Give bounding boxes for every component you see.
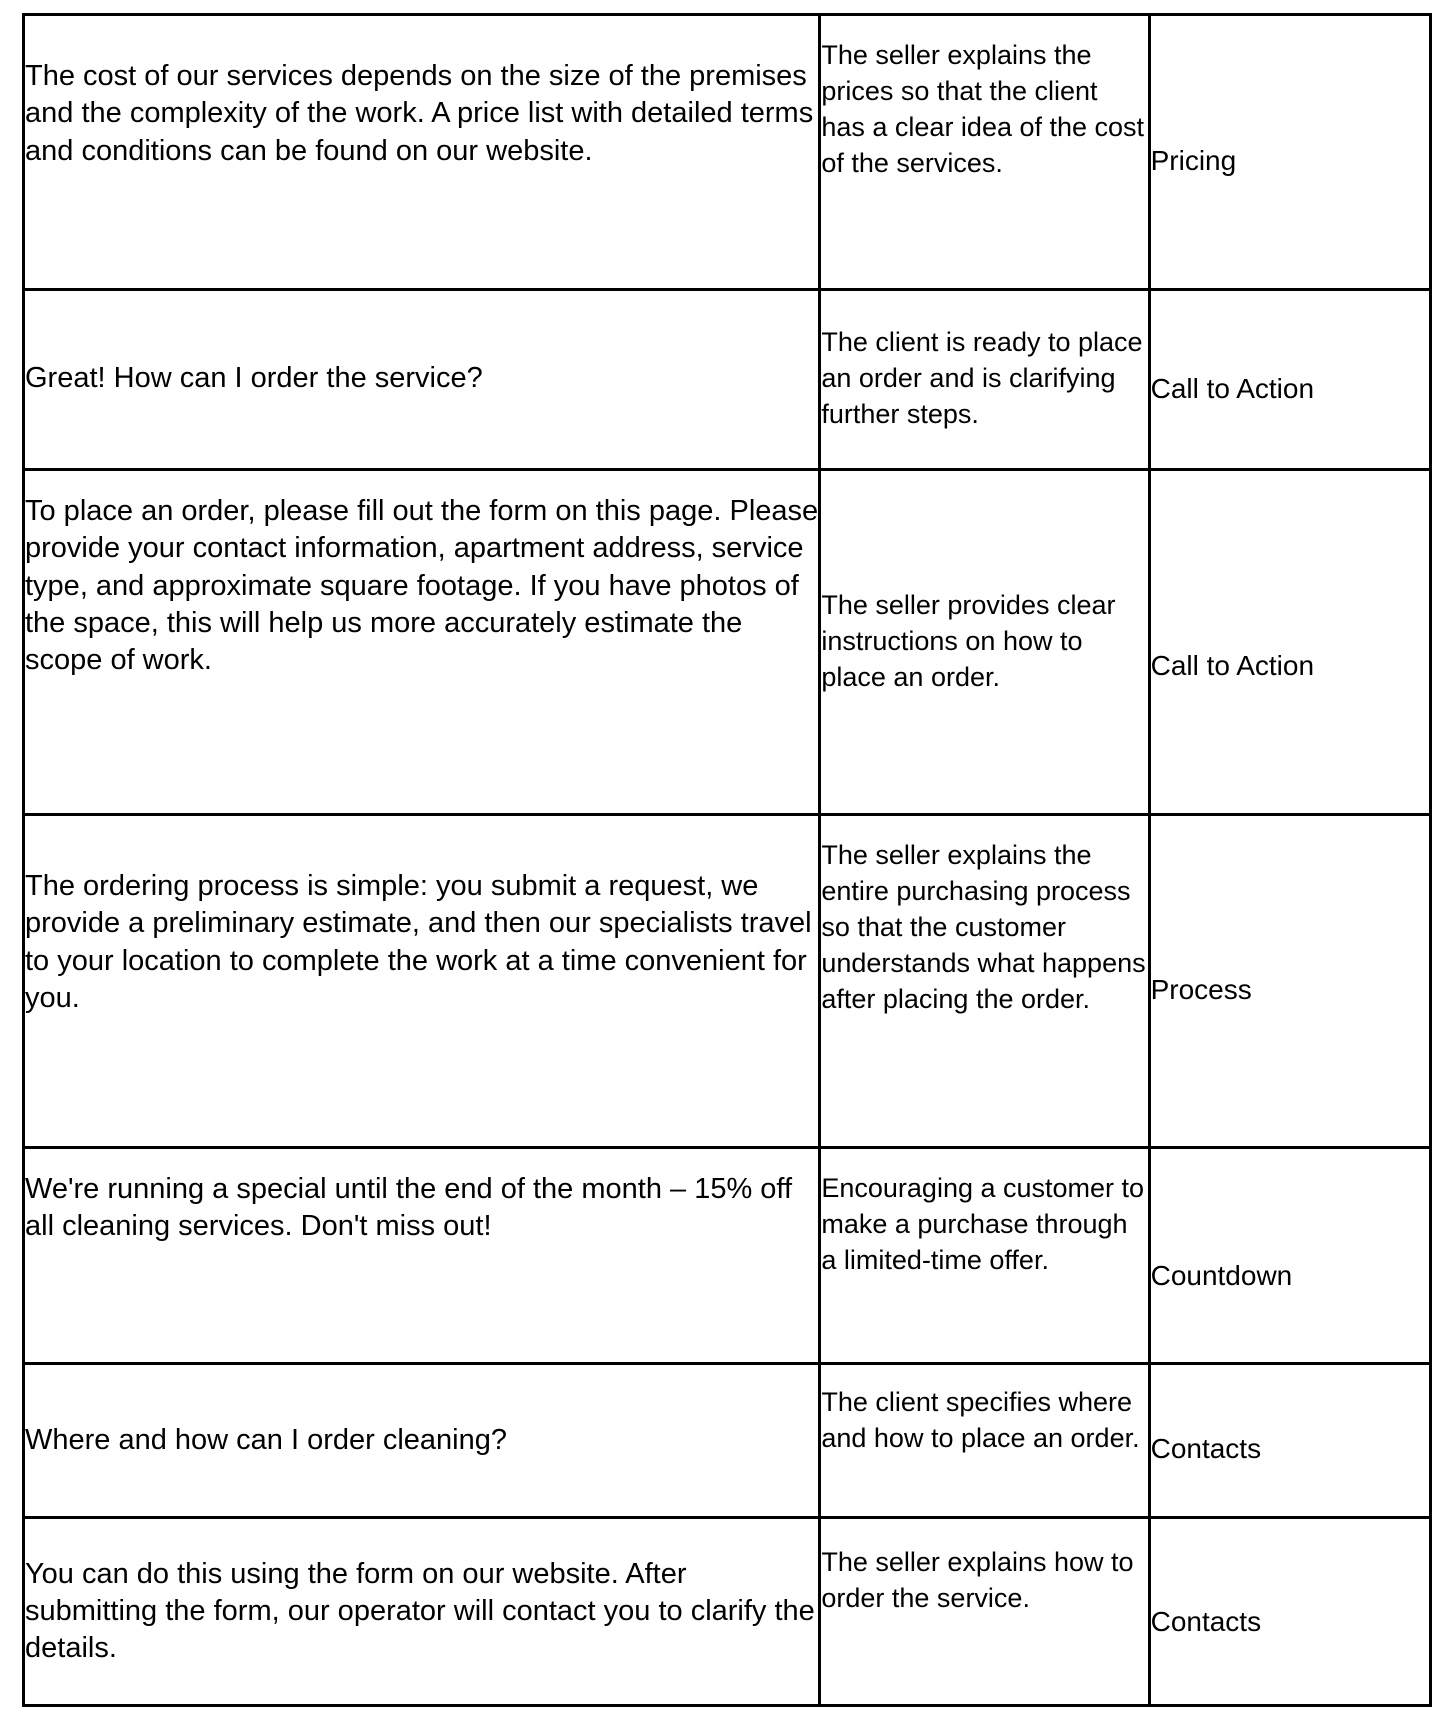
- phrase-text: Great! How can I order the service?: [25, 362, 483, 395]
- table-row: [24, 469, 1431, 814]
- block-label: Contacts: [1150, 1606, 1262, 1638]
- phrase-text: The ordering process is simple: you submit a request, we provide a preliminary estimate, and then our specialists travel to your location to complete the work at a time convenient for you.: [25, 869, 820, 1015]
- block-label: Process: [1150, 974, 1252, 1006]
- purpose-text: The seller explains how to order the service.: [821, 1547, 1142, 1614]
- cell-phrase: [24, 1148, 820, 1364]
- phrase-text: To place an order, please fill out the form on this page. Please provide your contact information, apartment address, service type, and approximate square footage. If you have photos of the space, this will help us more accurately estimate the scope of work.: [25, 494, 827, 677]
- cell-block: [1149, 469, 1430, 814]
- block-label: Call to Action: [1150, 372, 1315, 404]
- phrase-text: The cost of our services depends on the size of the premises and the complexity of the work. A price list with detailed terms and conditions can be found on our website.: [25, 60, 822, 167]
- cell-block: [1149, 15, 1430, 290]
- block-label: Pricing: [1150, 145, 1237, 177]
- purpose-text: The seller explains the prices so that the client has a clear idea of the cost of the services.: [821, 40, 1152, 178]
- table-row: [24, 814, 1431, 1147]
- phrase-text: Where and how can I order cleaning?: [25, 1424, 508, 1457]
- cell-phrase: [24, 1518, 823, 1706]
- block-label: Contacts: [1150, 1433, 1262, 1465]
- table-row: [24, 15, 1431, 290]
- purpose-text: Encouraging a customer to make a purchase through a limited-time offer.: [821, 1173, 1152, 1275]
- cell-phrase: [24, 814, 820, 1147]
- table-row: [24, 1518, 1431, 1706]
- table-body: [24, 15, 1431, 1706]
- cell-purpose: [820, 1148, 1152, 1364]
- purpose-text: The client specifies where and how to place an order.: [821, 1387, 1140, 1453]
- cell-phrase: [24, 289, 820, 469]
- block-label: Call to Action: [1150, 650, 1315, 682]
- block-label: Countdown: [1150, 1260, 1293, 1292]
- purpose-text: The seller explains the entire purchasing process so that the customer understands what happens after placing the order.: [821, 839, 1154, 1014]
- cell-purpose: [820, 15, 1152, 290]
- cell-purpose: [820, 1518, 1149, 1706]
- cell-phrase: [24, 15, 820, 290]
- cell-block: [1149, 1364, 1430, 1518]
- phrase-text: We're running a special until the end of the month – 15% off all cleaning services. Don't miss out!: [25, 1173, 801, 1243]
- script-table: [22, 13, 1432, 1707]
- cell-phrase: [24, 469, 827, 814]
- table-row: [24, 1364, 1431, 1518]
- purpose-text: The seller provides clear instructions on how to place an order.: [821, 589, 1124, 692]
- cell-block: [1149, 1518, 1430, 1706]
- phrase-text: You can do this using the form on our website. After submitting the form, our operator will contact you to clarify the details.: [25, 1557, 823, 1665]
- cell-block: [1149, 814, 1430, 1147]
- purpose-text: The client is ready to place an order and is clarifying further steps.: [821, 327, 1151, 430]
- table-row: [24, 289, 1431, 469]
- cell-block: [1149, 289, 1430, 469]
- cell-purpose: [820, 289, 1149, 469]
- cell-block: [1149, 1148, 1430, 1364]
- cell-phrase: [24, 1364, 820, 1518]
- table-row: [24, 1148, 1431, 1364]
- cell-purpose: [820, 1364, 1149, 1518]
- cell-purpose: [820, 469, 1149, 814]
- cell-purpose: [820, 814, 1154, 1147]
